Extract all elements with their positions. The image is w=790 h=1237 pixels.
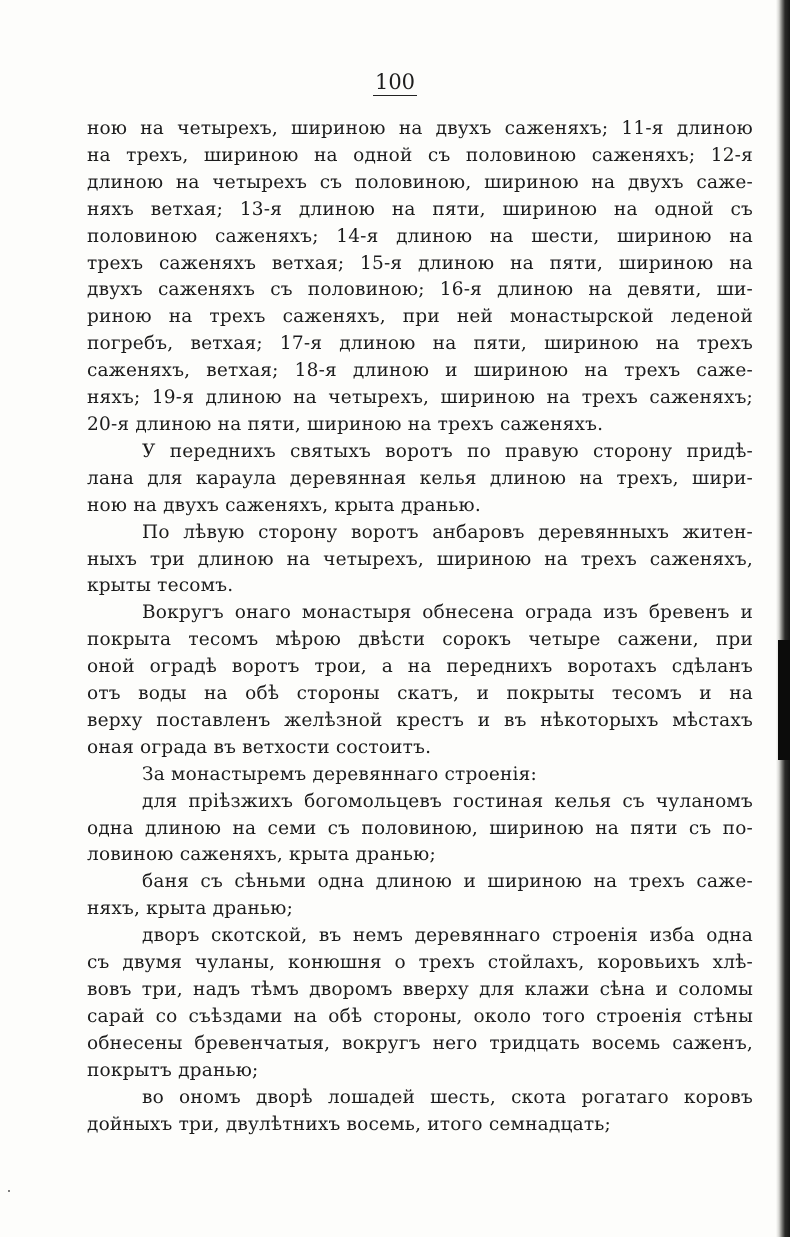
text-line: погребъ, ветхая; 17-я длиною на пяти, шириною на трехъ [87,333,753,355]
page-number [0,70,790,94]
text-line: крыты тесомъ. [87,575,234,597]
text-line: баня съ сѣньми одна длиною и шириною на трехъ саже- [142,871,753,893]
text-line: во ономъ дворѣ лошадей шесть, скота рогатаго коровъ [142,1086,753,1108]
page-edge-shadow [776,0,790,1237]
text-line: отъ воды на обѣ стороны скатъ, и покрыты тесомъ и на [87,683,753,705]
text-line: няхъ; 19-я длиною на четырехъ, шириною на трехъ саженяхъ; [87,387,753,409]
text-line: половиною саженяхъ; 14-я длиною на шести, шириною на [87,225,753,247]
text-line: для пріѣзжихъ богомольцевъ гостиная келья съ чуланомъ [142,790,753,812]
text-line: вовъ три, надъ тѣмъ дворомъ вверху для клажи сѣна и соломы [87,979,753,1000]
text-line: покрытъ дранью; [87,1059,259,1081]
text-line: няхъ ветхая; 13-я длиною на пяти, шириною на одной съ [87,198,753,220]
text-line: оная ограда въ ветхости состоитъ. [87,736,432,758]
text-line: 20-я длиною на пяти, шириною на трехъ саженяхъ. [87,413,604,435]
text-line: двухъ саженяхъ съ половиною; 16-я длиною на девяти, ши- [87,279,753,301]
text-line: одна длиною на семи съ половиною, шириною на пяти съ по- [87,817,753,839]
text-line: дойныхъ три, двулѣтнихъ восемь, итого семнадцать; [87,1113,611,1135]
text-line: ловиною саженяхъ, крыта дранью; [87,844,436,866]
stray-mark [8,1190,10,1192]
text-line: сарай со съѣздами на обѣ стороны, около того строенія стѣны [87,1005,753,1027]
text-line: За монастыремъ деревяннаго строенія: [142,763,537,785]
text-line: верху поставленъ желѣзной крестъ и въ нѣкоторыхъ мѣстахъ [87,709,753,731]
text-line: лана для караула деревянная келья длиною на трехъ, шири- [87,467,753,489]
text-line: ною на четырехъ, шириною на двухъ саженяхъ; 11-я длиною [87,118,753,139]
text-line: дворъ скотской, въ немъ деревяннаго строенія изба одна [142,925,753,947]
text-line: трехъ саженяхъ ветхая; 15-я длиною на пяти, шириною на [87,252,753,274]
text-line: няхъ, крыта дранью; [87,898,294,920]
text-line: ныхъ три длиною на четырехъ, шириною на трехъ саженяхъ, [87,548,753,570]
text-line: оной оградѣ воротъ трои, а на переднихъ воротахъ сдѣланъ [87,656,753,678]
text-line: обнесены бревенчатыя, вокругъ него тридцать восемь саженъ, [87,1032,753,1054]
page-number-text: 100 [374,70,416,94]
text-line: саженяхъ, ветхая; 18-я длиною и шириною на трехъ саже- [87,360,753,382]
text-line: ною на двухъ саженяхъ, крыта дранью. [87,494,481,516]
text-line: съ двумя чуланы, конюшня о трехъ стойлахъ, коровьихъ хлѣ- [87,952,753,974]
text-line: У переднихъ святыхъ воротъ по правую сторону придѣ- [142,440,753,462]
text-line: риною на трехъ саженяхъ, при ней монастырской леденой [87,306,753,328]
text-line: По лѣвую сторону воротъ анбаровъ деревянныхъ житен- [142,521,753,543]
text-line: длиною на четырехъ съ половиною, шириною на двухъ саже- [87,171,753,193]
text-line: на трехъ, шириною на одной съ половиною саженяхъ; 12-я [87,144,753,166]
page-edge-band [778,640,790,760]
text-line: покрыта тесомъ мѣрою двѣсти сорокъ четыре сажени, при [87,629,753,651]
body-text [87,116,753,1138]
text-line: Вокругъ онаго монастыря обнесена ограда изъ бревенъ и [142,602,753,624]
